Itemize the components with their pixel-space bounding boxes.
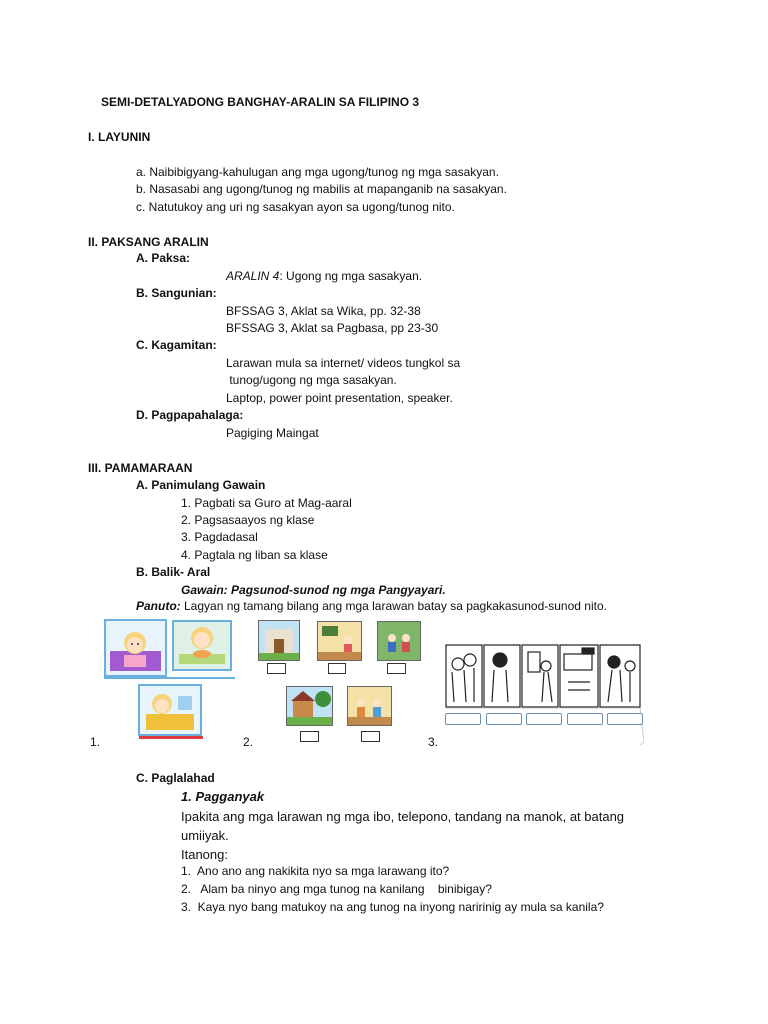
paglalahad-label: C. Paglalahad bbox=[136, 771, 215, 785]
answer-box[interactable] bbox=[526, 713, 562, 725]
panuto-text: Lagyan ng tamang bilang ang mga larawan batay sa pagkakasunod-sunod nito. bbox=[180, 599, 607, 613]
objective-b: b. Nasasabi ang ugong/tunog ng mabilis at mapanganib na sasakyan. bbox=[136, 182, 507, 196]
paksa-label: A. Paksa: bbox=[136, 251, 191, 265]
picture-kids-room bbox=[347, 686, 392, 726]
pagganyak-text-line: umiiyak. bbox=[181, 828, 229, 843]
pagganyak-label: 1. Pagganyak bbox=[181, 789, 265, 804]
panimula-item: 2. Pagsasaayos ng klase bbox=[181, 513, 315, 527]
answer-box[interactable] bbox=[607, 713, 643, 725]
set-number-2: 2. bbox=[243, 735, 254, 749]
answer-box[interactable] bbox=[387, 663, 406, 674]
panimula-item: 3. Pagdadasal bbox=[181, 530, 258, 544]
pagpapahalaga-label: D. Pagpapahalaga: bbox=[136, 408, 244, 422]
objective-a: a. Naibibigyang-kahulugan ang mga ugong/tunog ng mga sasakyan. bbox=[136, 165, 499, 179]
picture-comic-strip bbox=[444, 642, 644, 745]
set-number-3: 3. bbox=[428, 735, 439, 749]
kagamitan-item: tunog/ugong ng mga sasakyan. bbox=[226, 373, 397, 387]
sangunian-item: BFSSAG 3, Aklat sa Pagbasa, pp 23-30 bbox=[226, 321, 439, 335]
answer-box[interactable] bbox=[300, 731, 319, 742]
answer-box[interactable] bbox=[567, 713, 603, 725]
pagpapahalaga-value: Pagiging Maingat bbox=[226, 426, 319, 440]
question-item: 3. Kaya nyo bang matukoy na ang tunog na inyong naririnig ay mula sa kanila? bbox=[181, 900, 604, 914]
section-heading-pamamaraan: III. PAMAMARAAN bbox=[88, 461, 193, 475]
itanong-label: Itanong: bbox=[181, 847, 228, 862]
kagamitan-label: C. Kagamitan: bbox=[136, 338, 217, 352]
question-item: 1. Ano ano ang nakikita nyo sa mga larawang ito? bbox=[181, 864, 450, 878]
answer-box[interactable] bbox=[361, 731, 380, 742]
picture-school bbox=[258, 620, 300, 661]
answer-box[interactable] bbox=[328, 663, 346, 674]
picture-classroom bbox=[317, 621, 362, 661]
answer-box[interactable] bbox=[267, 663, 286, 674]
kagamitan-item: Larawan mula sa internet/ videos tungkol sa bbox=[226, 356, 461, 370]
panimula-item: 4. Pagtala ng liban sa klase bbox=[181, 548, 328, 562]
page-title: SEMI-DETALYADONG BANGHAY-ARALIN SA FILIPINO 3 bbox=[101, 95, 420, 109]
paksa-value bbox=[226, 269, 422, 283]
paksa-text: : Ugong ng mga sasakyan. bbox=[279, 269, 423, 283]
sangunian-item: BFSSAG 3, Aklat sa Wika, pp. 32-38 bbox=[226, 304, 421, 318]
pagganyak-text-line: Ipakita ang mga larawan ng mga ibo, telepono, tandang na manok, at batang bbox=[181, 809, 625, 824]
picture-house bbox=[286, 686, 333, 726]
picture-kids-garden bbox=[377, 621, 421, 661]
objective-c: c. Natutukoy ang uri ng sasakyan ayon sa ugong/tunog nito. bbox=[136, 200, 455, 214]
picture-girl-bed bbox=[138, 684, 202, 736]
panimula-item: 1. Pagbati sa Guro at Mag-aaral bbox=[181, 496, 352, 510]
panuto bbox=[136, 599, 607, 613]
panimula-label: A. Panimulang Gawain bbox=[136, 478, 266, 492]
sangunian-label: B. Sangunian: bbox=[136, 286, 217, 300]
question-item: 2. Alam ba ninyo ang mga tunog na kanilang binibigay? bbox=[181, 882, 492, 896]
section-heading-layunin: I. LAYUNIN bbox=[88, 130, 151, 144]
paksa-prefix: ARALIN 4 bbox=[226, 269, 280, 283]
picture-frame-line bbox=[104, 677, 235, 679]
balik-aral-label: B. Balik- Aral bbox=[136, 565, 211, 579]
answer-box[interactable] bbox=[445, 713, 481, 725]
section-heading-paksang-aralin: II. PAKSANG ARALIN bbox=[88, 235, 209, 249]
answer-box[interactable] bbox=[486, 713, 522, 725]
panuto-label: Panuto: bbox=[136, 599, 181, 613]
set-number-1: 1. bbox=[90, 735, 101, 749]
kagamitan-item: Laptop, power point presentation, speaker. bbox=[226, 391, 453, 405]
picture-girl-eating bbox=[172, 620, 232, 671]
picture-red-bar bbox=[139, 736, 203, 739]
gawain-title: Gawain: Pagsunod-sunod ng mga Pangyayari. bbox=[181, 583, 446, 597]
picture-girl-waking bbox=[104, 619, 167, 677]
